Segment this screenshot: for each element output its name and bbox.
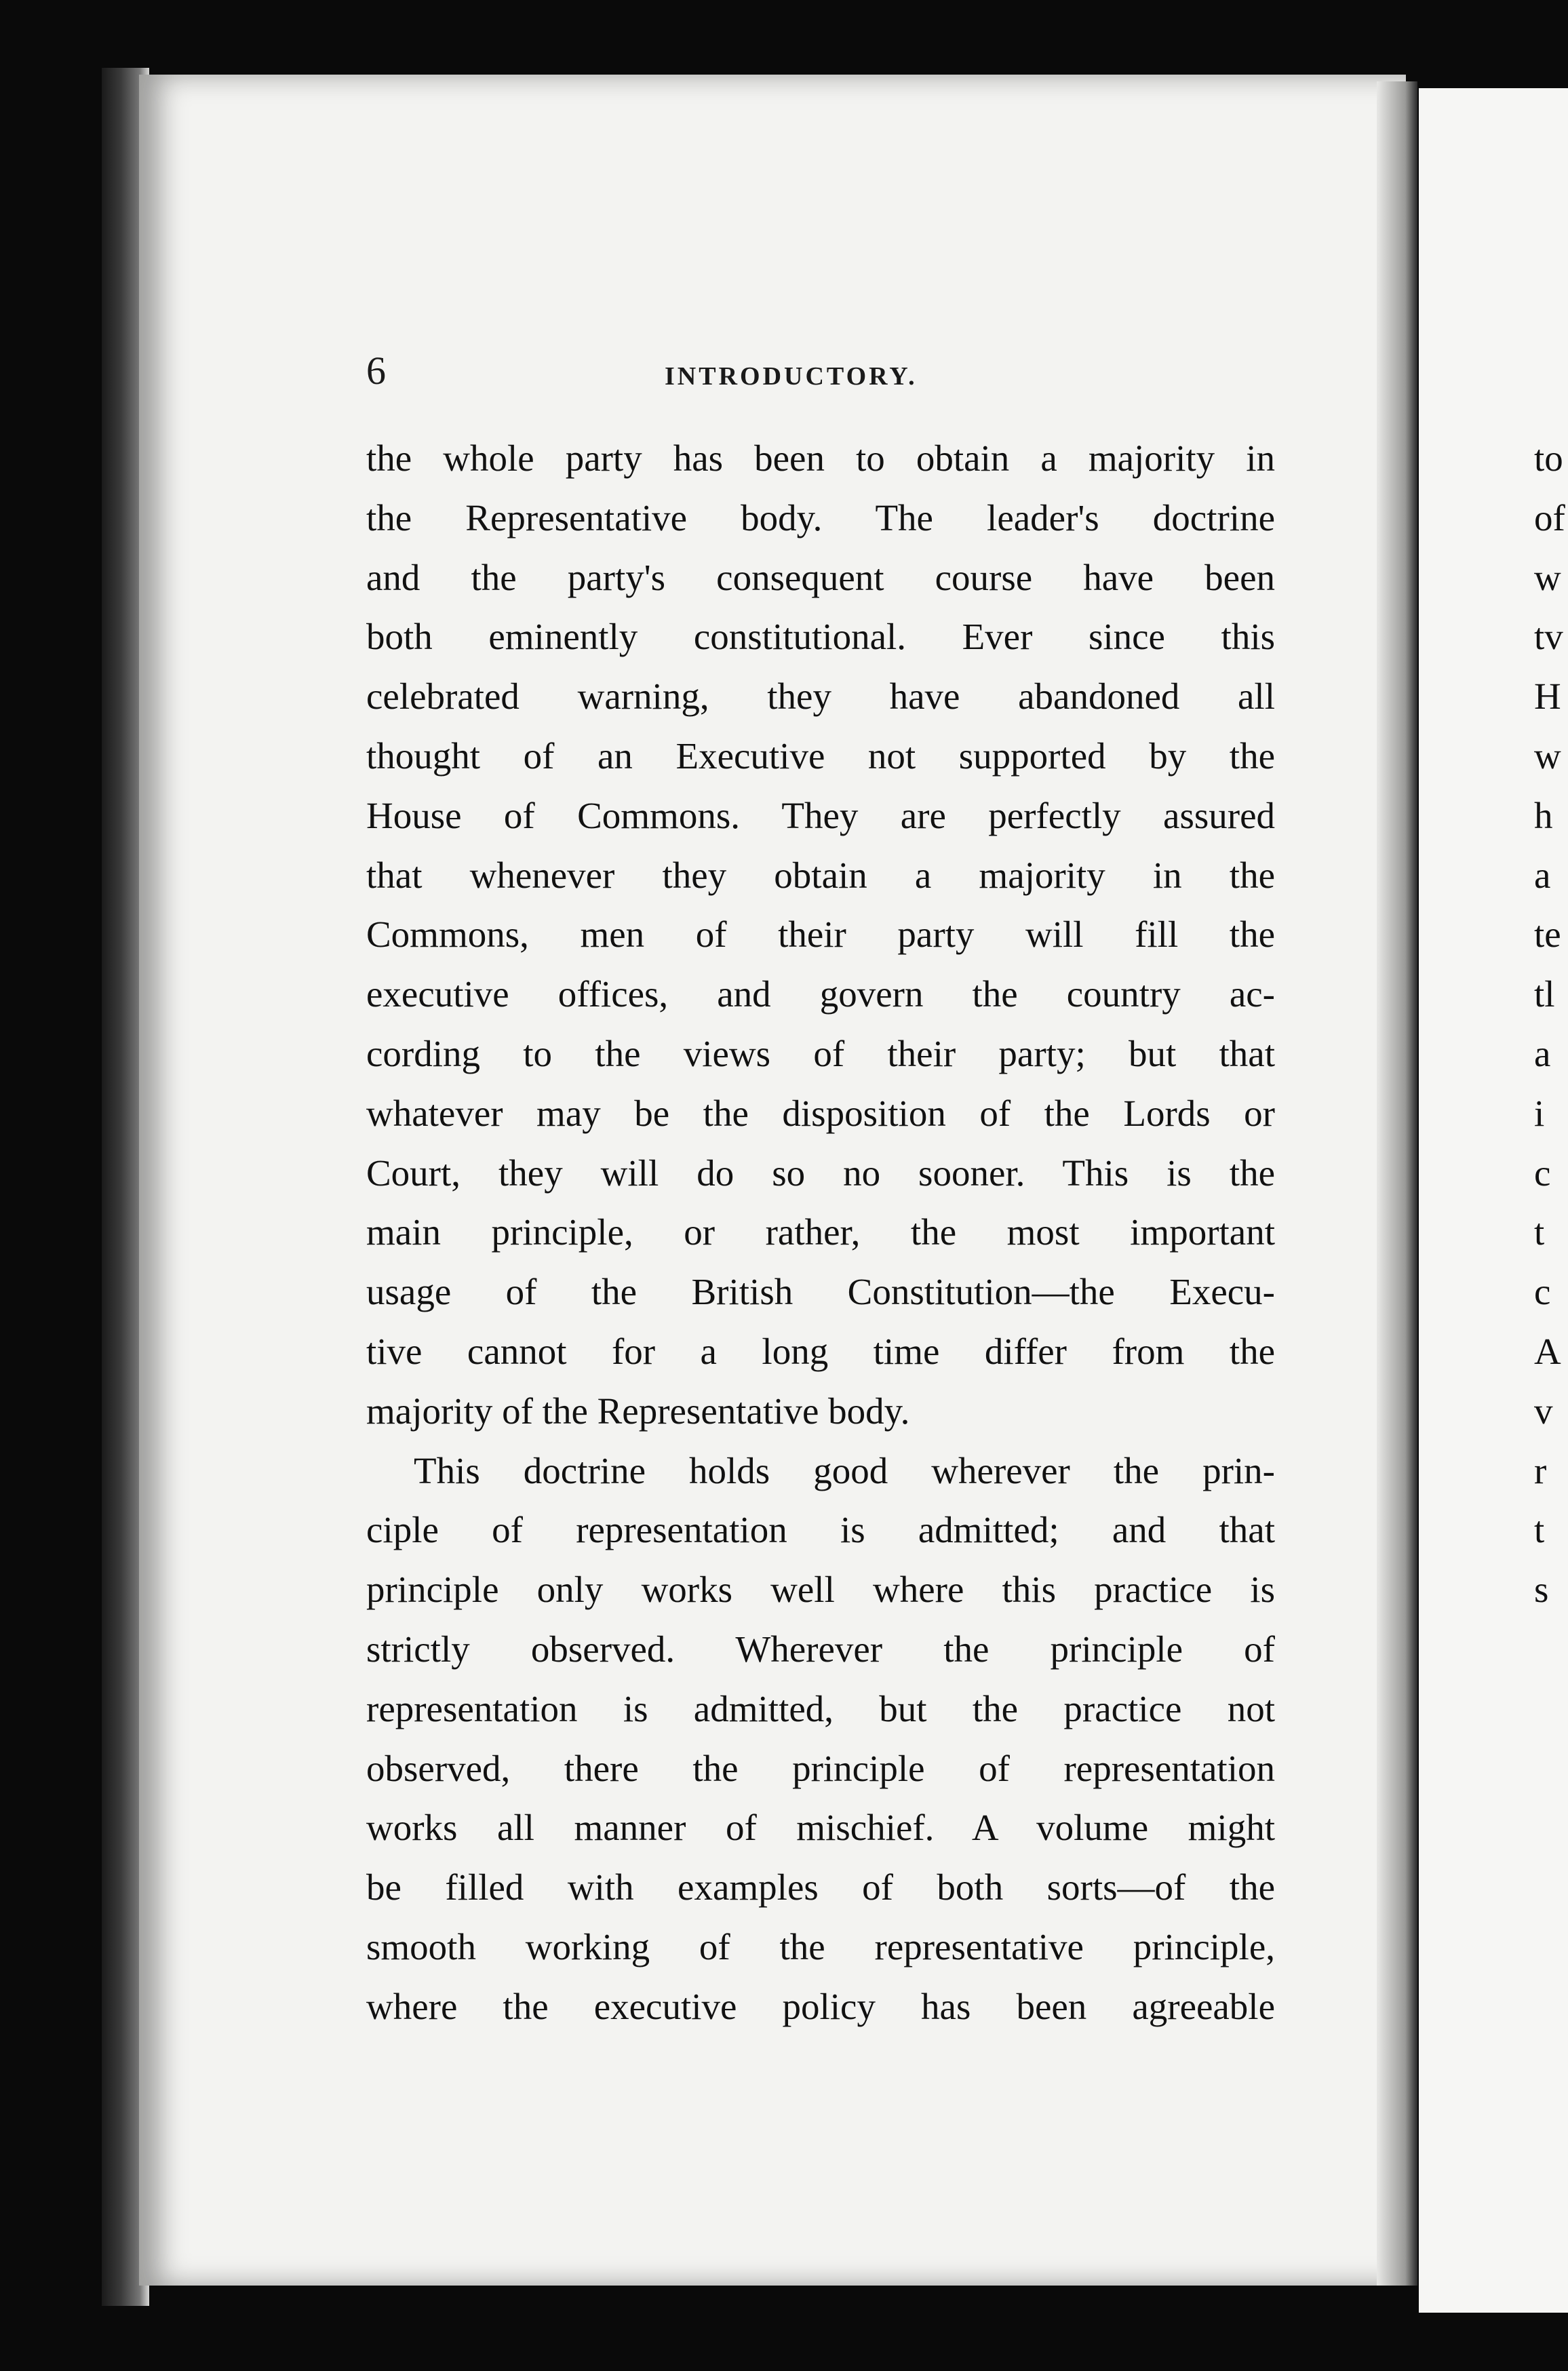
text-line: and the party's consequent course have been bbox=[366, 556, 1275, 598]
running-title: INTRODUCTORY. bbox=[665, 362, 918, 391]
text-line: the Representative body. The leader's doctrine bbox=[366, 496, 1275, 538]
fragment: A bbox=[1534, 1330, 1561, 1372]
fragment: tl bbox=[1534, 973, 1555, 1015]
text-line: principle only works well where this practice is bbox=[366, 1569, 1275, 1611]
text-line: strictly observed. Wherever the principle of bbox=[366, 1628, 1275, 1670]
text-line: tive cannot for a long time differ from the bbox=[366, 1330, 1275, 1372]
text-line: Court, they will do so no sooner. This is the bbox=[366, 1152, 1275, 1194]
fragment: h bbox=[1534, 794, 1553, 836]
fragment: s bbox=[1534, 1569, 1549, 1611]
text-line: celebrated warning, they have abandoned all bbox=[366, 675, 1275, 718]
text-line: ciple of representation is admitted; and that bbox=[366, 1509, 1275, 1551]
text-line: the whole party has been to obtain a majority in bbox=[366, 437, 1275, 479]
fragment: t bbox=[1534, 1509, 1545, 1551]
paragraph-last-line: majority of the Representative body. bbox=[366, 1390, 910, 1432]
fragment: w bbox=[1534, 556, 1561, 598]
fragment: i bbox=[1534, 1092, 1545, 1134]
text-line: executive offices, and govern the country ac- bbox=[366, 973, 1275, 1015]
text-line: representation is admitted, but the practice not bbox=[366, 1687, 1275, 1729]
fragment: r bbox=[1534, 1449, 1547, 1491]
fragment: H bbox=[1534, 675, 1561, 718]
right-page-text-fragments bbox=[1534, 429, 1568, 1620]
fragment: t bbox=[1534, 1211, 1545, 1253]
fragment: w bbox=[1534, 734, 1561, 777]
fragment: of bbox=[1534, 496, 1565, 538]
fragment: a bbox=[1534, 1032, 1551, 1074]
text-line: cording to the views of their party; but that bbox=[366, 1032, 1275, 1074]
text-line: that whenever they obtain a majority in the bbox=[366, 854, 1275, 896]
text-line: both eminently constitutional. Ever since this bbox=[366, 616, 1275, 658]
text-line: House of Commons. They are perfectly assured bbox=[366, 794, 1275, 836]
text-line: usage of the British Constitution—the Execu- bbox=[366, 1271, 1275, 1313]
paragraph-first-line: This doctrine holds good wherever the prin- bbox=[414, 1449, 1275, 1491]
text-line: main principle, or rather, the most important bbox=[366, 1211, 1275, 1253]
page-number: 6 bbox=[366, 349, 386, 393]
fragment: c bbox=[1534, 1152, 1551, 1194]
fragment: te bbox=[1534, 914, 1561, 956]
running-header bbox=[366, 348, 1275, 402]
text-line: whatever may be the disposition of the Lords or bbox=[366, 1092, 1275, 1134]
text-line: be filled with examples of both sorts—of the bbox=[366, 1866, 1275, 1908]
fragment: to bbox=[1534, 437, 1563, 479]
text-line: smooth working of the representative principle, bbox=[366, 1925, 1275, 1967]
text-line: where the executive policy has been agreeable bbox=[366, 1985, 1275, 2027]
text-line: Commons, men of their party will fill the bbox=[366, 914, 1275, 956]
page-body-text bbox=[366, 429, 1275, 2037]
fragment: a bbox=[1534, 854, 1551, 896]
text-line: thought of an Executive not supported by the bbox=[366, 734, 1275, 777]
fragment: c bbox=[1534, 1271, 1551, 1313]
fragment: v bbox=[1534, 1390, 1553, 1432]
text-line: observed, there the principle of representation bbox=[366, 1747, 1275, 1789]
page-gutter-shadow bbox=[1377, 81, 1417, 2286]
text-line: works all manner of mischief. A volume might bbox=[366, 1807, 1275, 1849]
fragment: tv bbox=[1534, 616, 1563, 658]
